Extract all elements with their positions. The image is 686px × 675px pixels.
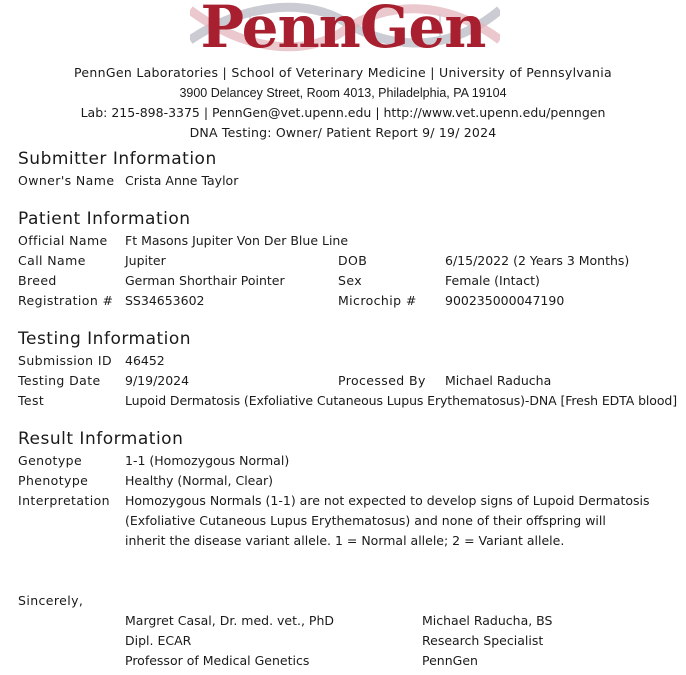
- call-name-label: Call Name: [18, 253, 86, 268]
- testing-section-title: Testing Information: [18, 329, 192, 349]
- signer-1-name: Margret Casal, Dr. med. vet., PhD: [125, 613, 335, 628]
- phenotype-label: Phenotype: [18, 473, 89, 488]
- dob-value: 6/15/2022 (2 Years 3 Months): [445, 253, 630, 268]
- owner-name-label: Owner's Name: [18, 173, 115, 188]
- signer-2-title-1: Research Specialist: [422, 633, 544, 648]
- result-section-title: Result Information: [18, 429, 184, 449]
- call-name-value: Jupiter: [125, 253, 166, 268]
- registration-value: SS34653602: [125, 293, 205, 308]
- registration-label: Registration #: [18, 293, 114, 308]
- breed-value: German Shorthair Pointer: [125, 273, 285, 288]
- sincerely-text: Sincerely,: [18, 593, 84, 608]
- logo-wordmark: PennGen: [200, 0, 486, 61]
- testing-date-label: Testing Date: [18, 373, 101, 388]
- interpretation-line-3: inherit the disease variant allele. 1 = Normal allele; 2 = Variant allele.: [125, 533, 565, 548]
- test-value: Lupoid Dermatosis (Exfoliative Cutaneous Lupus Erythematosus)-DNA [Fresh EDTA blood]: [125, 393, 677, 408]
- report-title: DNA Testing: Owner/ Patient Report 9/ 19/ 2024: [189, 125, 497, 140]
- sex-label: Sex: [338, 273, 363, 288]
- signer-2-name: Michael Raducha, BS: [422, 613, 553, 628]
- penngen-logo: [0, 0, 686, 62]
- test-label: Test: [18, 393, 45, 408]
- submitter-section-title: Submitter Information: [18, 149, 217, 169]
- submission-id-value: 46452: [125, 353, 165, 368]
- signer-2-title-2: PennGen: [422, 653, 478, 668]
- microchip-value: 900235000047190: [445, 293, 565, 308]
- breed-label: Breed: [18, 273, 57, 288]
- interpretation-label: Interpretation: [18, 493, 110, 508]
- processed-by-value: Michael Raducha: [445, 373, 552, 388]
- dob-label: DOB: [338, 253, 368, 268]
- official-name-value: Ft Masons Jupiter Von Der Blue Line: [125, 233, 349, 248]
- phenotype-value: Healthy (Normal, Clear): [125, 473, 274, 488]
- microchip-label: Microchip #: [338, 293, 417, 308]
- interpretation-line-1: Homozygous Normals (1-1) are not expected to develop signs of Lupoid Dermatosis: [125, 493, 650, 508]
- submission-id-label: Submission ID: [18, 353, 112, 368]
- lab-contact: Lab: 215-898-3375 | PennGen@vet.upenn.edu | http://www.vet.upenn.edu/penngen: [80, 105, 606, 120]
- lab-affiliation: PennGen Laboratories | School of Veterinary Medicine | University of Pennsylvania: [74, 65, 612, 80]
- sex-value: Female (Intact): [445, 273, 540, 288]
- interpretation-line-2: (Exfoliative Cutaneous Lupus Erythematosus) and none of their offspring will: [125, 513, 606, 528]
- lab-address: 3900 Delancey Street, Room 4013, Philadelphia, PA 19104: [179, 86, 507, 100]
- signer-1-title-1: Dipl. ECAR: [125, 633, 192, 648]
- genotype-value: 1-1 (Homozygous Normal): [125, 453, 290, 468]
- owner-name-value: Crista Anne Taylor: [125, 173, 239, 188]
- testing-date-value: 9/19/2024: [125, 373, 190, 388]
- patient-section-title: Patient Information: [18, 209, 191, 229]
- signer-1-title-2: Professor of Medical Genetics: [125, 653, 310, 668]
- genotype-label: Genotype: [18, 453, 83, 468]
- processed-by-label: Processed By: [338, 373, 426, 388]
- official-name-label: Official Name: [18, 233, 108, 248]
